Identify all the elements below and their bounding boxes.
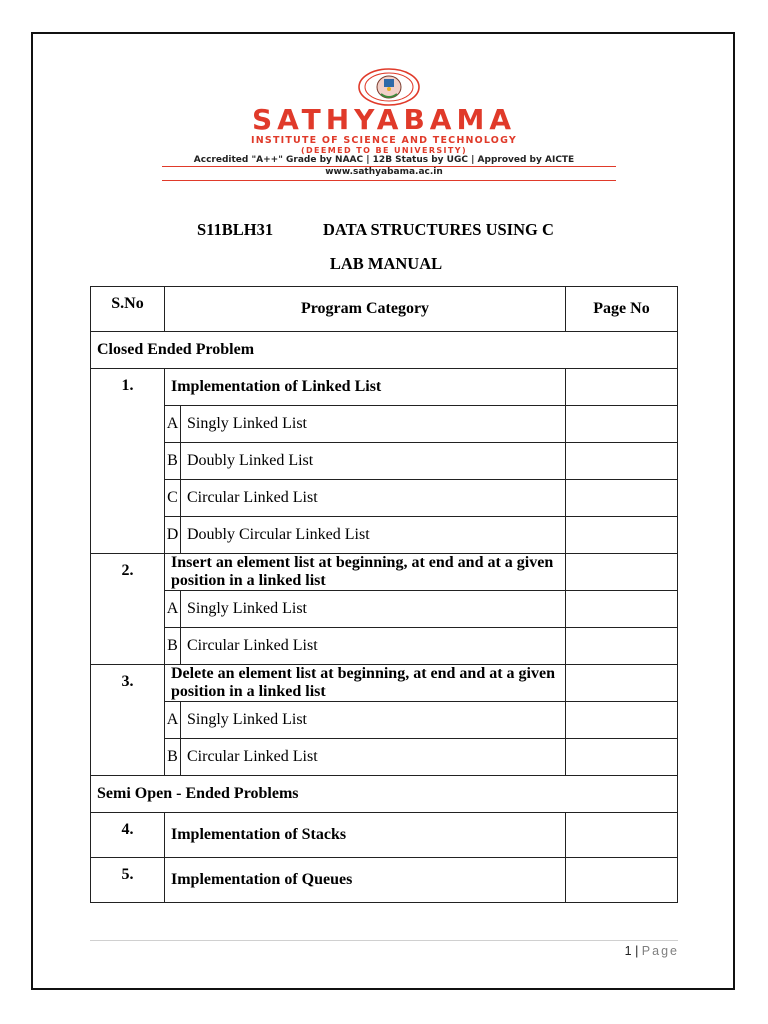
item-label: Circular Linked List bbox=[181, 628, 566, 665]
item-letter: B bbox=[165, 739, 181, 776]
page-label: Page bbox=[641, 944, 679, 958]
item-label: Singly Linked List bbox=[181, 406, 566, 443]
table-row bbox=[91, 628, 678, 665]
program-number: 5. bbox=[91, 858, 165, 903]
program-table bbox=[90, 286, 678, 903]
table-row bbox=[91, 480, 678, 517]
item-letter: A bbox=[165, 591, 181, 628]
page-no-cell bbox=[566, 702, 678, 739]
item-letter: C bbox=[165, 480, 181, 517]
item-label: Circular Linked List bbox=[181, 480, 566, 517]
page-no-cell bbox=[566, 665, 678, 702]
header-sno: S.No bbox=[91, 287, 165, 332]
item-label: Doubly Circular Linked List bbox=[181, 517, 566, 554]
program-title: Implementation of Stacks bbox=[165, 813, 566, 858]
item-label: Doubly Linked List bbox=[181, 443, 566, 480]
program-title: Insert an element list at beginning, at end and at a given position in a linked list bbox=[165, 554, 566, 591]
document-title: LAB MANUAL bbox=[329, 254, 443, 273]
table-row bbox=[91, 739, 678, 776]
page-number: 1 bbox=[624, 944, 632, 958]
program-number: 1. bbox=[91, 369, 165, 554]
item-letter: D bbox=[165, 517, 181, 554]
page-footer bbox=[625, 944, 679, 958]
program-title: Implementation of Linked List bbox=[165, 369, 566, 406]
program-number: 3. bbox=[91, 665, 165, 776]
table-row bbox=[91, 406, 678, 443]
page-no-cell bbox=[566, 443, 678, 480]
section-row bbox=[91, 776, 678, 813]
page-no-cell bbox=[566, 813, 678, 858]
table-row bbox=[91, 443, 678, 480]
deemed-university-note: (DEEMED TO BE UNIVERSITY) bbox=[300, 146, 468, 155]
page-no-cell bbox=[566, 517, 678, 554]
program-number: 2. bbox=[91, 554, 165, 665]
course-name: DATA STRUCTURES USING C bbox=[323, 220, 554, 239]
footer-divider bbox=[90, 940, 678, 941]
header-page-no: Page No bbox=[566, 287, 678, 332]
page-no-cell bbox=[566, 406, 678, 443]
table-header-row bbox=[91, 287, 678, 332]
program-number: 4. bbox=[91, 813, 165, 858]
table-row bbox=[91, 813, 678, 858]
page-no-cell bbox=[566, 554, 678, 591]
table-row bbox=[91, 858, 678, 903]
item-label: Singly Linked List bbox=[181, 591, 566, 628]
item-label: Singly Linked List bbox=[181, 702, 566, 739]
footer-separator: | bbox=[635, 944, 639, 958]
item-letter: A bbox=[165, 702, 181, 739]
page-no-cell bbox=[566, 369, 678, 406]
table-row bbox=[91, 554, 678, 591]
page-no-cell bbox=[566, 591, 678, 628]
program-title: Implementation of Queues bbox=[165, 858, 566, 903]
course-heading bbox=[197, 220, 554, 240]
accreditation-line: Accredited "A++" Grade by NAAC | 12B Status by UGC | Approved by AICTE bbox=[193, 155, 575, 165]
page-no-cell bbox=[566, 480, 678, 517]
page-no-cell bbox=[566, 739, 678, 776]
item-letter: B bbox=[165, 628, 181, 665]
table-row bbox=[91, 591, 678, 628]
section-closed-ended: Closed Ended Problem bbox=[91, 332, 678, 369]
brand-name: SATHYABAMA bbox=[251, 103, 516, 136]
header-divider bbox=[162, 180, 616, 181]
institute-name: INSTITUTE OF SCIENCE AND TECHNOLOGY bbox=[251, 135, 517, 146]
course-code: S11BLH31 bbox=[197, 220, 274, 239]
table-row bbox=[91, 369, 678, 406]
item-label: Circular Linked List bbox=[181, 739, 566, 776]
program-title: Delete an element list at beginning, at end and at a given position in a linked list bbox=[165, 665, 566, 702]
table-row bbox=[91, 702, 678, 739]
table-row bbox=[91, 517, 678, 554]
section-semi-open: Semi Open - Ended Problems bbox=[91, 776, 678, 813]
header-program-category: Program Category bbox=[165, 287, 566, 332]
section-row bbox=[91, 332, 678, 369]
item-letter: A bbox=[165, 406, 181, 443]
page-no-cell bbox=[566, 628, 678, 665]
website-link[interactable]: www.sathyabama.ac.in bbox=[325, 167, 443, 177]
item-letter: B bbox=[165, 443, 181, 480]
table-row bbox=[91, 665, 678, 702]
page-no-cell bbox=[566, 858, 678, 903]
university-emblem-icon bbox=[357, 67, 421, 107]
